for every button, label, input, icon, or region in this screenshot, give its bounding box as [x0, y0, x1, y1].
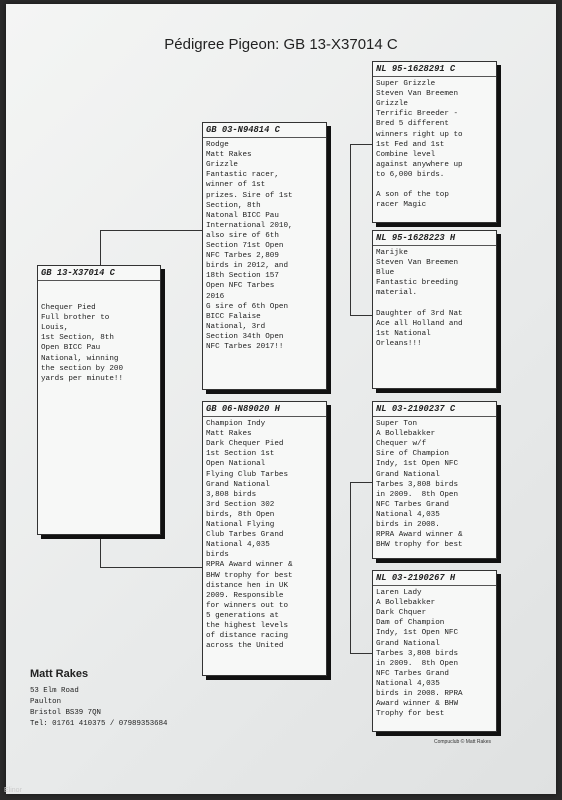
pigeon-details: Champion Indy Matt Rakes Dark Chequer Pied 1st Section 1st Open National Flying Club Tarbes Grand National 3,808 birds 3rd Section 302 birds, 8th Open National Flying Club Tarbes Grand National 4,035 birds RPRA Award winner & BHW trophy for best distance hen in UK 2009. Responsible for winners out to 5 generations at the highest levels of distance racing across the United [206, 420, 293, 651]
pigeon-details: Super Grizzle Steven Van Breemen Grizzle Terrific Breeder - Bred 5 different winners right up to 1st Fed and 1st Combine level against anywhere up to 6,000 birds. A son of the top racer Magic [376, 80, 463, 210]
breeder-address: 53 Elm Road Paulton Bristol BS39 7QN Tel: 01761 410375 / 07989353684 [30, 687, 168, 728]
dam-dam-card [372, 570, 497, 732]
breeder-info [30, 668, 168, 730]
connector-line [350, 482, 351, 654]
watermark: Elinor [4, 787, 22, 794]
connector-line [350, 144, 374, 145]
connector-line [100, 230, 101, 266]
ring-number: GB 13-X37014 C [38, 266, 160, 281]
breeder-name: Matt Rakes [30, 668, 89, 680]
page-title: Pédigree Pigeon: GB 13-X37014 C [164, 36, 398, 53]
ring-number: NL 95-1628223 H [373, 231, 496, 246]
sire-sire-card [372, 61, 497, 223]
connector-line [100, 536, 101, 568]
pigeon-details: Super Ton A Bollebakker Chequer w/f Sire of Champion Indy, 1st Open NFC Grand National Tarbes 3,808 birds in 2009. 8th Open NFC Tarbes Grand National 4,035 birds in 2008. RPRA Award winner & BHW trophy for best [376, 420, 463, 550]
connector-line [350, 315, 374, 316]
ring-number: GB 03-N94814 C [203, 123, 326, 138]
connector-line [350, 653, 374, 654]
pigeon-details: Laren Lady A Bollebakker Dark Chquer Dam of Champion Indy, 1st Open NFC Grand National Tarbes 3,808 birds in 2009. 8th Open NFC Tarbes Grand National 4,035 birds in 2008. RPRA Award winner & BHW Trophy for best [376, 589, 463, 719]
sire-card [202, 122, 327, 390]
connector-line [100, 230, 203, 231]
pigeon-details: Rodge Matt Rakes Grizzle Fantastic racer, winner of 1st prizes. Sire of 1st Section, 8th Natonal BICC Pau International 2010, also sire of 6th Section 71st Open NFC Tarbes 2,809 birds in 2012, and 18th Section 157 Open NFC Tarbes 2016 G sire of 6th Open BICC Falaise National, 3rd Section 34th Open NFC Tarbes 2017!! [206, 141, 293, 351]
ring-number: GB 06-N89020 H [203, 402, 326, 417]
ring-number: NL 03-2190267 H [373, 571, 496, 586]
sire-dam-card [372, 230, 497, 389]
copyright-credit: Compuclub © Matt Rakes [434, 739, 492, 745]
pigeon-details: Chequer Pied Full brother to Louis, 1st Section, 8th Open BICC Pau National, winning the section by 200 yards per minute!! [41, 304, 124, 383]
subject-card [37, 265, 161, 535]
connector-line [350, 144, 351, 316]
connector-line [350, 482, 374, 483]
pigeon-details: Marijke Steven Van Breemen Blue Fantastic breeding material. Daughter of 3rd Nat Ace all Holland and 1st National Orleans!!! [376, 249, 463, 348]
dam-card [202, 401, 327, 676]
ring-number: NL 95-1628291 C [373, 62, 496, 77]
dam-sire-card [372, 401, 497, 559]
ring-number: NL 03-2190237 C [373, 402, 496, 417]
connector-line [100, 567, 203, 568]
